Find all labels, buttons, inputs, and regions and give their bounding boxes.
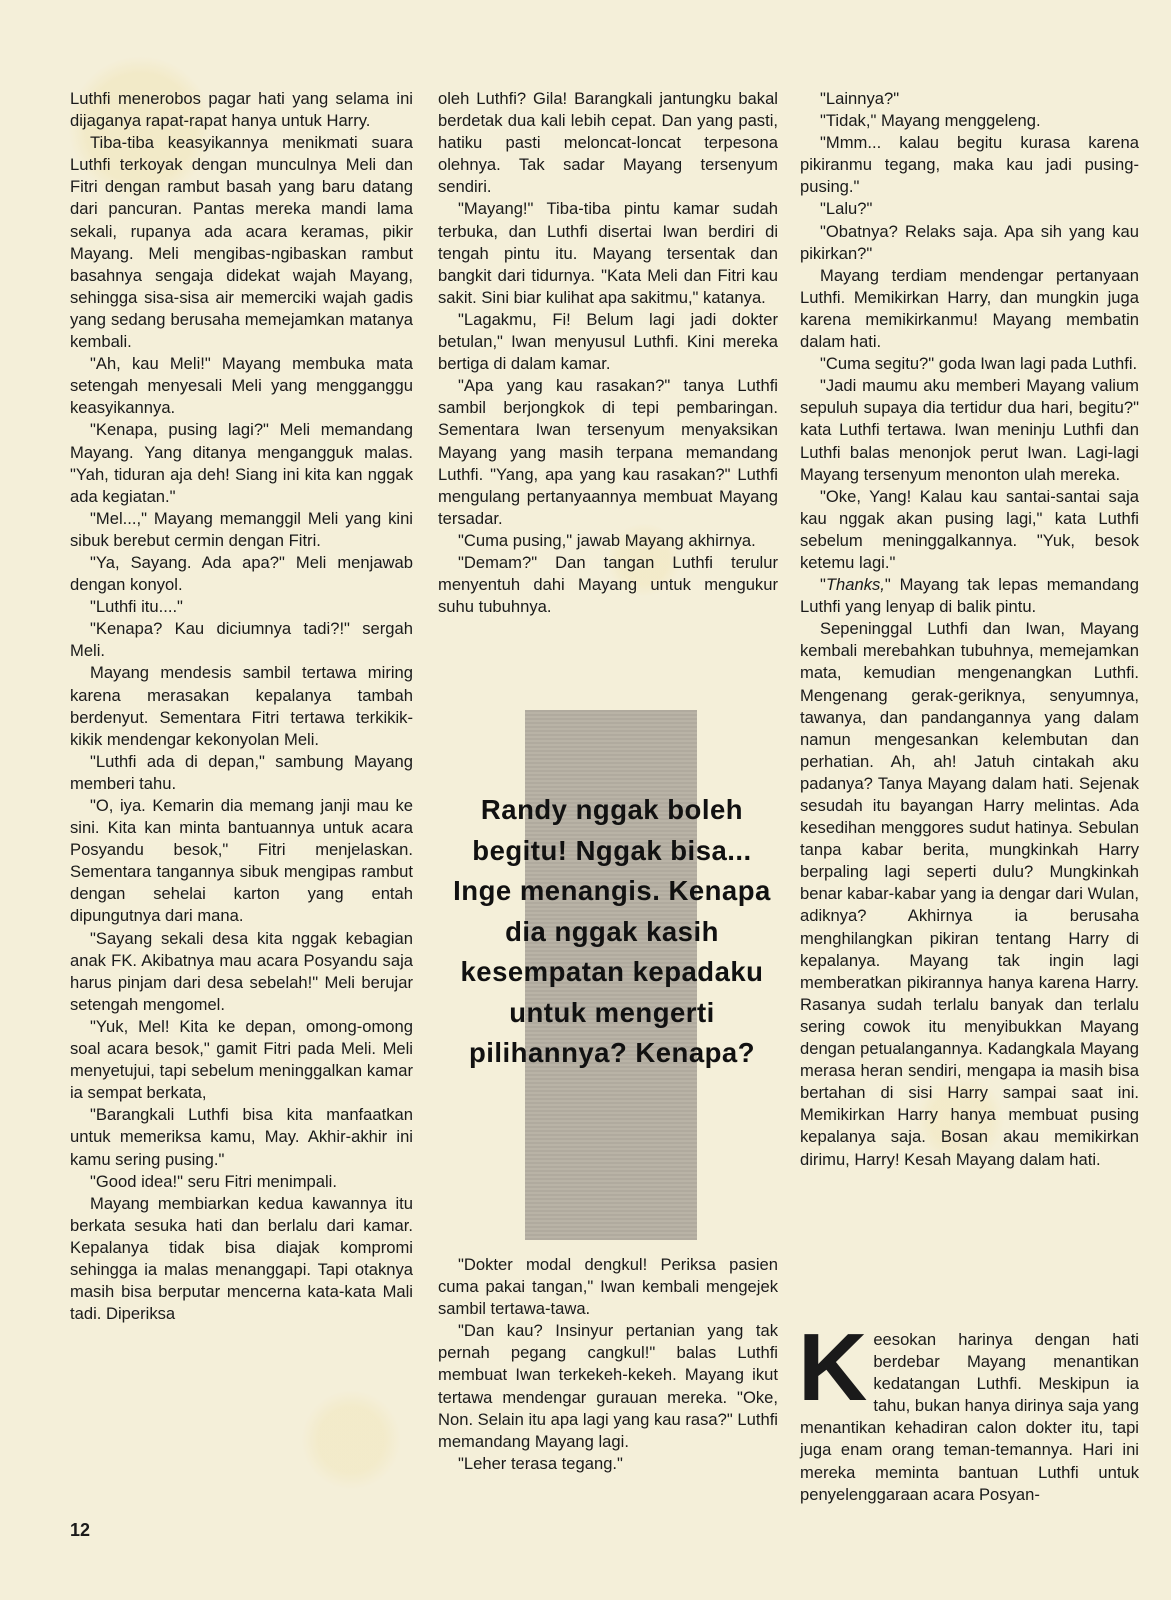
text-column-2-bottom <box>438 1254 778 1475</box>
paragraph: "Leher terasa tegang." <box>458 1453 623 1473</box>
paragraph: "Thanks," Mayang tak lepas memandang Luthfi yang lenyap di balik pintu. <box>800 575 1139 617</box>
emphasis: Thanks, <box>825 575 885 595</box>
paragraph: "Tidak," Mayang menggeleng. <box>820 111 1041 131</box>
paragraph-text: " Mayang tak lepas memandang Luthfi yang lenyap di balik pintu. <box>800 575 1139 617</box>
paragraph: "Sayang sekali desa kita nggak kebagian anak FK. Akibatnya mau acara Posyandu saja harus pinjam dari desa sebelah!" Meli berujar setengah mengomel. <box>70 928 413 1014</box>
paragraph: "Good idea!" seru Fitri menimpali. <box>90 1171 337 1191</box>
text-column-2-top <box>438 88 778 618</box>
paragraph: "Kenapa, pusing lagi?" Meli memandang Mayang. Yang ditanya mengangguk malas. "Yah, tiduran aja deh! Siang ini kita kan nggak ada kegiatan." <box>70 420 413 506</box>
paragraph: "Luthfi itu...." <box>90 597 183 617</box>
pull-quote: Randy nggak boleh begitu! Nggak bisa... Inge menangis. Kenapa dia nggak kasih kesempatan kepadaku untuk mengerti pilihannya? Kenapa? <box>453 794 771 1068</box>
paragraph: "Ya, Sayang. Ada apa?" Meli menjawab dengan konyol. <box>70 552 413 595</box>
paragraph: "Barangkali Luthfi bisa kita manfaatkan untuk memeriksa kamu, May. Akhir-akhir ini kamu sering pusing." <box>70 1105 413 1169</box>
paragraph: "Lainnya?" <box>820 89 900 108</box>
paragraph: "Obatnya? Relaks saja. Apa sih yang kau pikirkan?" <box>800 221 1139 263</box>
paragraph: "Mmm... kalau begitu kurasa karena pikiranmu tegang, maka kau jadi pusing-pusing." <box>800 133 1139 197</box>
paragraph: Luthfi menerobos pagar hati yang selama ini dijaganya rapat-rapat hanya untuk Harry. <box>70 89 413 131</box>
paragraph: "Apa yang kau rasakan?" tanya Luthfi sambil berjongkok di tepi pembaringan. Sementara Iwan tersenyum menyaksikan Mayang yang masih terpana memandang Luthfi. "Yang, apa yang kau rasakan?" Luthfi mengulang pertanyaannya membuat Mayang tersadar. <box>438 376 778 528</box>
paragraph: "Lagakmu, Fi! Belum lagi jadi dokter betulan," Iwan menyusul Luthfi. Kini mereka bertiga di dalam kamar. <box>438 309 778 374</box>
paragraph: "Cuma segitu?" goda Iwan lagi pada Luthfi. <box>820 354 1138 374</box>
paragraph: eesokan harinya dengan hati berdebar Mayang menantikan kedatangan Luthfi. Meskipun ia tahu, bukan hanya dirinya saja yang menantikan kehadiran calon dokter itu, tapi juga enam orang teman-temannya. Hari ini mereka meminta bantuan Luthfi untuk penyelenggaraan acara Posyan- <box>800 1330 1140 1504</box>
drop-cap: K <box>798 1314 868 1421</box>
paragraph: "Cuma pusing," jawab Mayang akhirnya. <box>458 530 756 550</box>
paragraph: Mayang membiarkan kedua kawannya itu berkata sesuka hati dan berlalu dari kamar. Kepalanya tidak bisa diajak kompromi sehingga ia malas menanggapi. Tapi otaknya masih bisa berputar mencerna kata-kata Mali tadi. Diperiksa <box>70 1193 413 1324</box>
paragraph: "Kenapa? Kau diciumnya tadi?!" sergah Meli. <box>70 619 413 661</box>
paragraph: Sepeninggal Luthfi dan Iwan, Mayang kembali merebahkan tubuhnya, memejamkan mata, kemudian mengenangkan Luthfi. Mengenang gerak-geriknya, senyumnya, tawanya, dan pandangannya yang dalam namun mengesankan kelembutan dan perhatian. Ah, ah! Jatuh cintakah aku padanya? Tanya Mayang dalam hati. Sejenak sesudah itu bayangan Harry melintas. Ada kesedihan menggores sudut hatinya. Sebulan tanpa kabar berita, mungkinkah Harry berpaling lagi seperti dulu? Mungkinkah benar kabar-kabar yang ia dengar dari Wulan, adiknya? Akhirnya ia berusaha menghilangkan pikiran tentang Harry di kepalanya. Mayang tak ingin lagi memberatkan pikirannya hanya karena Harry. Rasanya sudah terlalu banyak dan terlalu sering cowok itu menyibukkan Mayang dengan petualangannya. Kadangkala Mayang merasa heran sendiri, mengapa ia masih bisa bertahan di sisi Harry sampai saat ini. Memikirkan Harry hanya membuat pusing kepalanya saja. Bosan akau memikirkan dirimu, Harry! Kesah Mayang dalam hati. <box>800 619 1139 1169</box>
paragraph: "Yuk, Mel! Kita ke depan, omong-omong soal acara besok," gamit Fitri pada Meli. Meli menyetujui, tapi sebelum meninggalkan kamar ia sempat berkata, <box>70 1016 413 1103</box>
paragraph: oleh Luthfi? Gila! Barangkali jantungku bakal berdetak dua kali lebih cepat. Dan yang pasti, hatiku pasti meloncat-loncat terpesona olehnya. Tak sadar Mayang tersenyum sendiri. <box>438 89 778 197</box>
text-column-3-bottom <box>798 1314 1140 1506</box>
page-number: 12 <box>70 1520 91 1540</box>
paragraph: "Ah, kau Meli!" Mayang membuka mata setengah menyesali Meli yang mengganggu keasyikannya. <box>70 354 413 418</box>
paragraph: Mayang terdiam mendengar pertanyaan Luthfi. Memikirkan Harry, dan mungkin juga karena memikirkanmu! Mayang membatin dalam hati. <box>800 265 1139 352</box>
paragraph: "Mel...," Mayang memanggil Meli yang kini sibuk berebut cermin dengan Fitri. <box>70 508 413 550</box>
paragraph: "O, iya. Kemarin dia memang janji mau ke sini. Kita kan minta bantuannya untuk acara Posyandu besok," Fitri menjelaskan. Sementara tangannya sibuk mengipas rambut dengan sehelai karton yang entah dipungutnya dari mana. <box>70 796 413 926</box>
paragraph: Mayang mendesis sambil tertawa miring karena merasakan kepalanya tambah berdenyut. Sementara Fitri tertawa terkikik-kikik mendengar kekonyolan Meli. <box>70 663 413 749</box>
text-column-1 <box>70 88 413 1325</box>
paragraph: "Dokter modal dengkul! Periksa pasien cuma pakai tangan," Iwan kembali mengejek sambil tertawa-tawa. <box>438 1255 778 1319</box>
paragraph: "Luthfi ada di depan," sambung Mayang memberi tahu. <box>70 751 413 793</box>
text-column-3-top <box>800 88 1139 1171</box>
paragraph: "Demam?" Dan tangan Luthfi terulur menyentuh dahi Mayang untuk mengukur suhu tubuhnya. <box>438 552 778 617</box>
paragraph: "Dan kau? Insinyur pertanian yang tak pernah pegang cangkul!" balas Luthfi membuat Iwan terkekeh-kekeh. Mayang ikut tertawa mendengar gurauan mereka. "Oke, Non. Selain itu apa lagi yang kau rasa?" Luthfi memandang Mayang lagi. <box>438 1321 778 1451</box>
paragraph: "Oke, Yang! Kalau kau santai-santai saja kau nggak akan pusing lagi," kata Luthfi sebelum meninggalkannya. "Yuk, besok ketemu lagi." <box>800 486 1139 572</box>
paragraph: Tiba-tiba keasyikannya menikmati suara Luthfi terkoyak dengan munculnya Meli dan Fitri dengan rambut basah yang baru datang dari pancuran. Pantas mereka mandi lama sekali, rupanya ada acara keramas, pikir Mayang. Meli mengibas-ngibaskan rambut basahnya sengaja didekat wajah Mayang, sehingga sisa-sisa air memerciki wajah gadis yang sedang berusaha memejamkan matanya kembali. <box>70 133 413 352</box>
paragraph: "Jadi maumu aku memberi Mayang valium sepuluh supaya dia tertidur dua hari, begitu?" kata Luthfi tertawa. Iwan meninju Luthfi dan Luthfi balas menonjok perut Iwan. Lagi-lagi Mayang tersenyum menonton ulah mereka. <box>800 376 1139 484</box>
paragraph: "Mayang!" Tiba-tiba pintu kamar sudah terbuka, dan Luthfi disertai Iwan berdiri di tengah pintu itu. Mayang tersentak dan bangkit dari tidurnya. "Kata Meli dan Fitri kau sakit. Sini biar kulihat apa sakitmu," katanya. <box>438 199 778 307</box>
paragraph: "Lalu?" <box>820 199 873 219</box>
